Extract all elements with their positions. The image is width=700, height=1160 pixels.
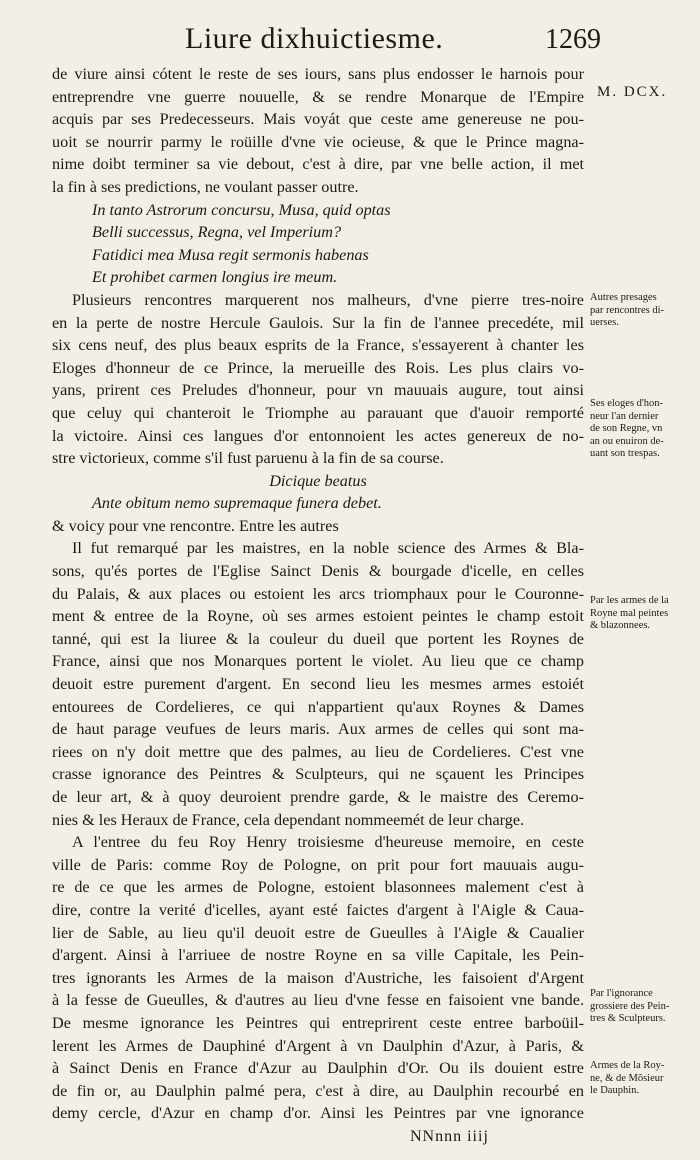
text-line: de viure ainsi cótent le reste de ses iours, sans plus endosser le harnois pour [52,65,584,83]
note-line: Par l'ignorance [590,988,653,999]
text-line: deuoit estre purement d'argent. En second lieu les mesmes armes estoiét [52,675,584,694]
note-line: grossiere des Pein- [590,1000,670,1012]
note-line: le Dauphin. [590,1085,639,1096]
text-line: demy cercle, d'Azur en champ d'or. Ainsi les Peintres par vne ignorance [52,1104,584,1123]
body-text [52,63,584,1125]
note-line: Ses eloges d'hon- [590,398,664,409]
text-line: De mesme ignorance les Peintres qui entreprirent ceste entree barboüil- [52,1013,584,1032]
signature-mark: NNnnn iiij [410,1128,489,1145]
text-line: entourees de Cordelieres, ce qui n'appartient qu'aux Roynes & Dames [52,697,584,716]
text-line: & voicy pour vne rencontre. Entre les autres [52,516,339,535]
note-line: Par les armes de la [590,595,669,606]
text-line: nies & les Heraux de France, cela dependant nommeemét de leur charge. [52,810,525,829]
text-line: du Palais, & aux places ou estoient les arcs triomphaux pour le Couronne- [52,584,584,603]
note-line: Autres presages [590,292,657,303]
text-line: Plusieurs rencontres marquerent nos malheurs, d'vne pierre tres-noire [72,290,584,309]
verse-line: Fatidici mea Musa regit sermonis habenas [92,245,369,264]
note-line: de son Regne, vn [590,423,663,434]
note-line: par rencontres di- [590,304,665,316]
margin-note-dauphin [590,1060,698,1098]
note-line: & blazonnees. [590,620,651,631]
note-line: uerses. [590,317,619,328]
year-marginal: M. DCX. [597,84,668,100]
text-line: re de ce que les armes de Pologne, estoient blasonnees malement c'est à [52,878,584,897]
verse-line: Ante obitum nemo supremaque funera debet. [92,494,382,513]
text-line: de haut parage veufues de leurs maris. Aux armes de celles qui sont ma- [52,720,584,739]
margin-note-armes-royne [590,595,698,633]
text-line: d'argent. Ainsi à l'arriuee de nostre Royne en sa ville Capitale, les Pein- [52,946,584,965]
note-line: Royne mal peintes [590,607,669,619]
text-line: dire, contre la verité d'icelles, ayant esté faictes d'argent à l'Aigle & Caua- [52,900,584,919]
text-line: uoit se nourrir parmy le roüille d'vne vie ocieuse, & que le Prince magna- [52,132,584,151]
text-line: six cens neuf, des plus beaux esprits de la France, s'essayerent à chanter les [52,336,584,355]
text-line: nime doibt terminer sa vie debout, c'est à dire, par vne belle action, il met [52,155,584,174]
text-line: de leur art, & à quoy deuroient prendre garde, & le maistre des Ceremo- [52,788,584,806]
verse-line: Et prohibet carmen longius ire meum. [92,268,338,287]
text-line: la fin à ses predictions, ne voulant passer outre. [52,177,359,196]
text-line: lier de Sable, au lieu qu'il deuoit estre de Gueulles à l'Aigle & Caualier [52,923,584,942]
margin-note-ignorance [590,988,698,1026]
note-line: Armes de la Roy- [590,1060,665,1071]
verse-line: In tanto Astrorum concursu, Musa, quid optas [92,200,391,219]
text-line: stre victorieux, comme s'il fust paruenu à la fin de sa course. [52,449,444,468]
text-line: en la perte de nostre Hercule Gaulois. Sur la fin de l'annee precedéte, mil [52,313,584,332]
text-line: tanné, qui est la liuree & la couleur du dueil que portent les Roynes de [52,629,584,648]
text-line: crasse ignorance des Peintres & Sculpteurs, qui ne sçauent les Principes [52,765,584,784]
text-line: à Sainct Denis en France d'Azur au Daulphin d'Or. Ou ils douient estre [52,1059,584,1078]
text-line: Il fut remarqué par les maistres, en la noble science des Armes & Bla- [72,539,584,558]
text-line: A l'entree du feu Roy Henry troisiesme d'heureuse memoire, en ceste [72,833,584,852]
text-line: acquis par ses Predecesseurs. Mais voyát que ceste ame genereuse ne pou- [52,110,584,129]
folio-number: 1269 [545,24,601,55]
text-line: France, ainsi que nos Monarques portent le violet. Au lieu que ce champ [52,652,584,671]
verse-line: Dicique beatus [269,471,367,490]
text-line: Eloges d'honneur de ce Prince, la merueille des Rois. Les plus clairs vo- [52,358,584,377]
text-line: la victoire. Ainsi ces langues d'or entonnoient les actes genereux de no- [52,426,584,445]
margin-note-presages [590,292,698,330]
verse-line: Belli successus, Regna, vel Imperium? [92,223,342,242]
text-line: ment & entree de la Royne, où ses armes estoient peintes le champ estoit [52,607,584,626]
text-line: sons, qu'és portes de l'Eglise Sainct Denis & bourgade d'icelle, en celles [52,562,584,581]
running-title: Liure dixhuictiesme. [185,22,444,55]
text-line: entreprendre vne guerre nouuelle, & se rendre Monarque de l'Empire [52,87,584,106]
text-line: ville de Paris: comme Roy de Pologne, on prit pour fort mauuais augu- [52,855,584,874]
text-line: yans, prirent ces Preludes d'honneur, pour vn mauuais augure, tout ainsi [52,381,584,400]
note-line: an ou enuiron de- [590,435,664,447]
text-line: riees on n'y doit mettre que des palmes, au lieu de Cordelieres. C'est vne [52,742,584,761]
text-line: à la fesse de Gueulles, & d'autres au lieu d'vne fesse en faisoient vne bande. [52,991,584,1010]
note-line: tres & Sculpteurs. [590,1013,666,1024]
text-line: lerent les Armes de Dauphiné d'Argent à vn Daulphin d'Azur, à Paris, & [52,1036,584,1055]
note-line: neur l'an dernier [590,410,659,422]
text-line: que celuy qui chanteroit le Triomphe au parauant que d'auoir remporté [52,403,584,422]
margin-note-eloges [590,398,698,461]
note-line: uant son trespas. [590,448,660,459]
text-line: tres ignorants les Armes de la maison d'Austriche, les faisoient d'Argent [52,968,584,987]
note-line: ne, & de Mõsieur [590,1072,664,1084]
text-line: de fin or, au Daulphin palmé pera, c'est à dire, au Daulphin recourbé en [52,1081,584,1100]
